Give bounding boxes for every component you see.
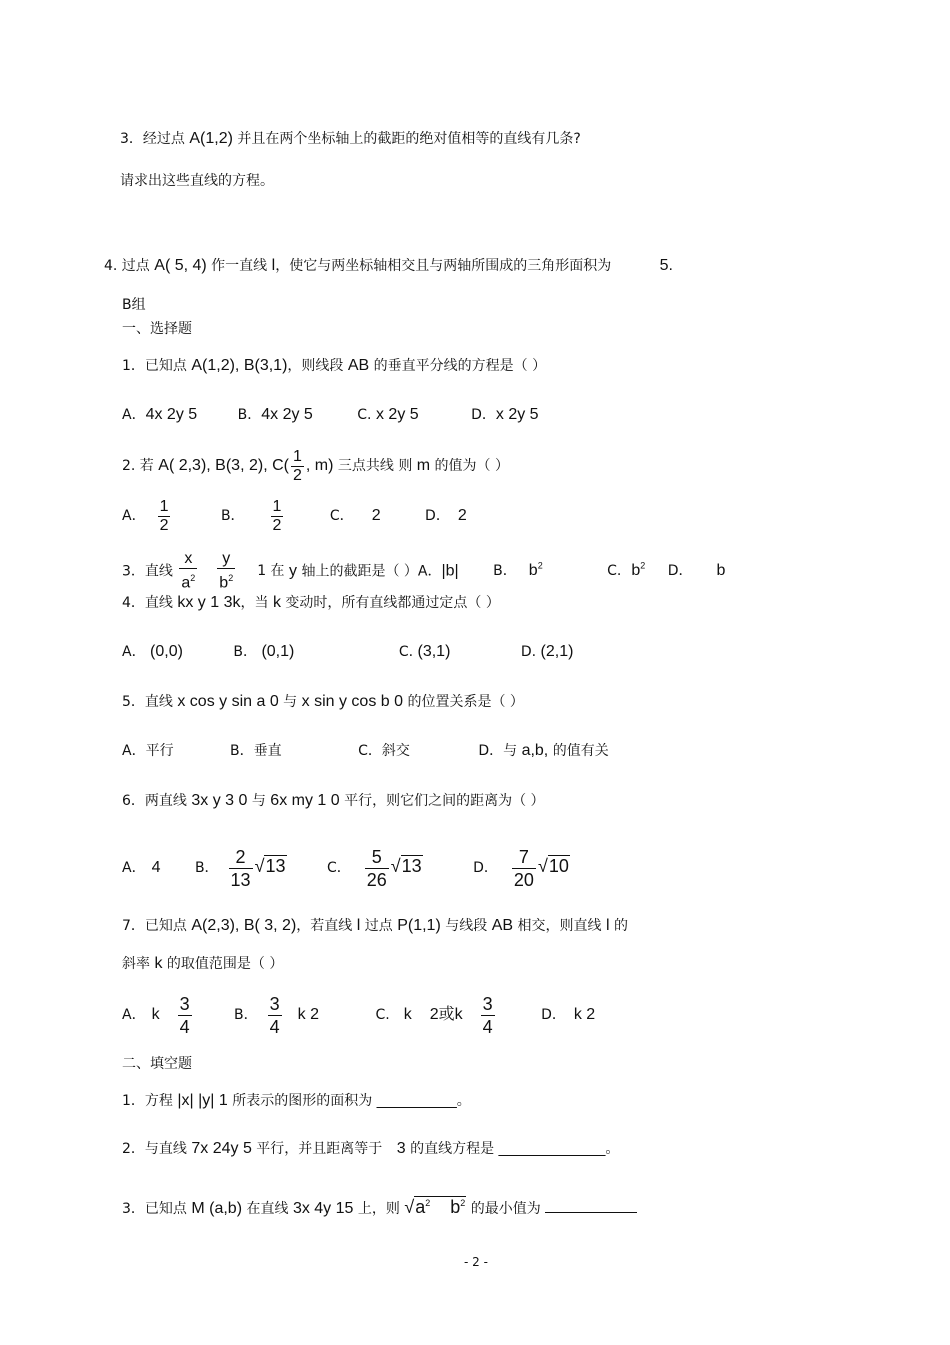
q3-d-label: D． [667, 563, 693, 580]
q4-b-label: B． [233, 644, 257, 660]
q5-mid: 与 [278, 694, 302, 710]
q5-options [122, 742, 609, 760]
q2-points: A( 2,3), B(3, 2), C( [158, 457, 289, 474]
q1-c-value: x 2y 5 [375, 406, 419, 423]
q1-a-value: 4x 2y 5 [145, 406, 198, 423]
q6-c-den: 26 [366, 869, 387, 890]
q5-stem [122, 693, 524, 711]
q2-text2: 的值为（ ） [430, 458, 510, 474]
f2-end: 。 [605, 1141, 620, 1157]
q2-b-num: 1 [272, 497, 282, 515]
q6-stem [122, 792, 545, 810]
q1-b-label: B． [237, 407, 262, 423]
q1-points: A(1,2), B(3,1) [191, 357, 288, 374]
q6-c-num: 5 [365, 846, 389, 869]
q6-b-rad: 13 [265, 856, 286, 876]
q7-mid: ，若直线 [296, 918, 357, 934]
f3-exp-a: 2 [425, 1198, 431, 1208]
q6-equation2: 6x my 1 0 [270, 792, 340, 809]
q4-c-label: C. [398, 644, 414, 660]
q4-text: 变动时，所有直线都通过定点（ ） [280, 595, 500, 611]
q4-c-value: (3,1) [417, 643, 451, 660]
q7-b-fraction [268, 993, 282, 1038]
q7-c-num: 3 [482, 993, 493, 1014]
part2-heading: 二、填空题 [122, 1056, 192, 1072]
a-q3-line1 [120, 130, 581, 148]
q7-options [122, 991, 595, 1039]
q7-c-fraction [481, 993, 495, 1038]
f1-equation: |x| |y| 1 [177, 1092, 228, 1109]
q2-a-fraction [158, 498, 171, 535]
q2-c-label: C． [329, 508, 354, 524]
a-q4-line-var: l [271, 257, 276, 274]
q3-y-axis: y [289, 562, 298, 580]
q6-d-sqrt: √10 [537, 856, 569, 876]
q7-end: 的 [609, 918, 628, 934]
q6-d-num: 7 [512, 846, 536, 869]
f2-blank[interactable]: ____________ [498, 1140, 606, 1157]
q1-segment: AB [347, 357, 370, 374]
q2-a-label: A． [122, 508, 146, 524]
q7-d-label: D． [541, 1007, 566, 1023]
q3-b-value [529, 562, 543, 579]
q7-a-fraction [178, 993, 192, 1038]
q4-d-value: (2,1) [540, 643, 574, 660]
q4-k: k [272, 594, 281, 611]
q4-a-value: (0,0) [150, 643, 183, 660]
q7-ab: AB [491, 917, 514, 934]
q3-b-exp: 2 [537, 561, 543, 571]
q3-stem [122, 544, 725, 593]
f3-exp-b: 2 [460, 1198, 466, 1208]
q2-m: m [416, 457, 431, 474]
q7-stem2 [122, 955, 283, 973]
q5-equation2: x sin y cos b 0 [301, 693, 404, 710]
q7-b-num: 3 [269, 993, 280, 1014]
q3-c-base: b [631, 562, 641, 580]
q5-b: B．垂直 [230, 743, 282, 759]
q2-fraction [291, 448, 304, 485]
q3-c-label: C. [607, 563, 622, 580]
q6-b-label: B． [194, 860, 219, 876]
f2-prefix: 2．与直线 [122, 1141, 192, 1157]
f3-rad-a: a [415, 1197, 426, 1217]
q1-text: 的垂直平分线的方程是（ ） [369, 358, 547, 374]
q6-c-sqrt: √13 [390, 856, 422, 876]
a-q4-mid: 作一直线 [206, 258, 272, 274]
q7-stem [122, 917, 628, 935]
q6-d-label: D． [473, 860, 498, 876]
q2-stem [122, 444, 509, 488]
q7-d-value: k 2 [573, 1006, 596, 1023]
q7-k: k [154, 955, 163, 972]
q3-b-label: B． [493, 563, 517, 580]
q7-points: A(2,3), B( 3, 2) [191, 917, 297, 934]
q1-b-value: 4x 2y 5 [261, 406, 313, 423]
a-q3-text: 并且在两个坐标轴上的截距的绝对值相等的直线有几条? [232, 131, 581, 147]
q4-stem [122, 594, 500, 612]
q3-b: b [219, 574, 229, 592]
q4-mid: ，当 [240, 595, 273, 611]
f3-prefix: 3．已知点 [122, 1201, 192, 1217]
q7-a-label: A． [122, 1007, 146, 1023]
q6-d-rad: 10 [548, 856, 569, 876]
q3-c-exp: 2 [640, 561, 646, 571]
q7-a-den: 4 [179, 1016, 190, 1037]
q1-prefix: 1．已知点 [122, 358, 192, 374]
q6-d-den: 20 [513, 869, 534, 890]
q3-x: x [179, 550, 197, 569]
q5-prefix: 5．直线 [122, 694, 178, 710]
q3-a-value: |b| [441, 562, 459, 580]
q2-b-label: B． [220, 508, 245, 524]
f3-text: 的最小值为 [466, 1201, 546, 1217]
q2-points-end: , m) [305, 457, 334, 474]
q7-l2: l [605, 917, 610, 934]
q6-b-fraction [229, 846, 253, 891]
q7-prefix: 7．已知点 [122, 918, 192, 934]
q6-b-den: 13 [230, 869, 251, 890]
q2-a-num: 1 [159, 497, 169, 515]
q6-equation1: 3x y 3 0 [191, 792, 248, 809]
f2-text: 的直线方程是 [405, 1141, 499, 1157]
q6-a-label: A． [122, 860, 146, 876]
q6-mid: 与 [247, 793, 271, 809]
q7-c-den: 4 [482, 1016, 493, 1037]
q1-stem [122, 357, 546, 375]
f1-text: 所表示的图形的面积为 [227, 1093, 377, 1109]
f1-prefix: 1．方程 [122, 1093, 178, 1109]
q5-text: 的位置关系是（ ） [403, 694, 524, 710]
q7-a-num: 3 [179, 993, 190, 1014]
q6-b-sqrt: √13 [254, 856, 286, 876]
a-q4-line [104, 257, 673, 275]
f3-stem [122, 1186, 637, 1226]
q3-frac-x [179, 550, 197, 592]
q1-d-label: D． [471, 407, 496, 423]
q6-prefix: 6．两直线 [122, 793, 192, 809]
q7-l: l [356, 917, 361, 934]
q7-c-k: k [403, 1006, 412, 1023]
q3-text2: 轴上的截距是（ ）A． [297, 563, 442, 580]
q2-b-fraction [271, 498, 284, 535]
q5-c: C．斜交 [358, 743, 410, 759]
q7-mid4: 相交，则直线 [513, 918, 606, 934]
a-q3-line2: 请求出这些直线的方程。 [120, 173, 274, 189]
a-q3-point: A(1,2) [189, 130, 233, 147]
q6-text: 平行，则它们之间的距离为（ ） [339, 793, 545, 809]
q1-a-label: A． [122, 407, 146, 423]
q3-d-value: b [716, 562, 726, 580]
q4-options [122, 643, 573, 661]
f3-blank[interactable] [545, 1212, 637, 1213]
q5-d-vars: a,b, [521, 742, 549, 759]
f2-mid: 平行，并且距离等于 [251, 1141, 387, 1157]
q5-d-text: 的值有关 [548, 743, 609, 759]
page-number: - 2 - [464, 1255, 488, 1269]
q7-b-rest: k 2 [297, 1006, 320, 1023]
q2-b-den: 2 [272, 516, 282, 534]
a-q3-prefix: 3．经过点 [120, 131, 190, 147]
q7-b-den: 4 [269, 1016, 280, 1037]
q7-p: P(1,1) [397, 917, 441, 934]
a-q4-value: 5. [659, 257, 673, 274]
q3-text: 1 在 [257, 563, 290, 580]
q7-a-k: k [151, 1006, 160, 1023]
q6-d-fraction [512, 846, 536, 891]
f3-mid2: 上，则 [353, 1201, 405, 1217]
f1-blank[interactable]: _________ [376, 1092, 457, 1109]
q2-d-value: 2 [457, 507, 467, 524]
q3-exp-b: 2 [228, 573, 234, 584]
group-b-heading: B组 [122, 297, 146, 313]
q7-c-label: C. [375, 1007, 390, 1023]
q6-b-num: 2 [229, 846, 253, 869]
q2-options [122, 494, 467, 538]
q2-d-label: D． [425, 508, 450, 524]
f3-rad-b: b [450, 1197, 461, 1217]
q3-y: y [217, 550, 235, 569]
q7-b-label: B． [234, 1007, 258, 1023]
f3-equation: 3x 4y 15 [292, 1200, 354, 1217]
q6-options [122, 840, 570, 894]
q4-b-value: (0,1) [261, 643, 295, 660]
q2-c-value: 2 [371, 507, 381, 524]
q5-a: A．平行 [122, 743, 174, 759]
f2-equation: 7x 24y 5 [191, 1140, 252, 1157]
q4-a-label: A． [122, 644, 146, 660]
f3-sqrt: $√a^2$ $b^2$ [404, 1197, 466, 1217]
q7-c-mid: 2或k [429, 1006, 463, 1023]
f3-mid: 在直线 [242, 1201, 293, 1217]
q2-a-den: 2 [159, 516, 169, 534]
q1-mid: ，则线段 [287, 358, 348, 374]
q5-equation1: x cos y sin a 0 [177, 693, 279, 710]
q2-prefix: 2. 若 [122, 458, 159, 474]
a-q4-prefix: 4. 过点 [104, 258, 155, 274]
q3-prefix: 3．直线 [122, 563, 178, 580]
q2-frac-den: 2 [292, 466, 302, 484]
f2-stem [122, 1140, 619, 1158]
q1-c-label: C. [357, 407, 372, 423]
q3-frac-y [217, 550, 235, 592]
q7-mid3: 与线段 [440, 918, 492, 934]
q6-c-label: C． [326, 860, 351, 876]
f1-end: 。 [456, 1093, 471, 1109]
q3-c-value [631, 562, 645, 579]
q7-mid2: 过点 [360, 918, 398, 934]
q4-d-label: D. [520, 644, 537, 660]
q3-a: a [181, 574, 191, 592]
q1-d-value: x 2y 5 [495, 406, 539, 423]
q6-c-rad: 13 [401, 856, 422, 876]
q4-prefix: 4．直线 [122, 595, 178, 611]
f2-value: 3 [396, 1140, 406, 1157]
q1-options [122, 406, 539, 424]
q3-exp-a: 2 [190, 573, 196, 584]
part1-heading: 一、选择题 [122, 321, 192, 337]
q7-l2-text: 的取值范围是（ ） [162, 956, 284, 972]
q2-text: 三点共线 则 [333, 458, 417, 474]
a-q4-text: ，使它与两坐标轴相交且与两轴所围成的三角形面积为 [275, 258, 612, 274]
q7-l2-prefix: 斜率 [122, 956, 155, 972]
q6-c-fraction [365, 846, 389, 891]
a-q4-point: A( 5, 4) [154, 257, 207, 274]
f1-stem [122, 1092, 471, 1110]
q4-equation: kx y 1 3k [177, 594, 241, 611]
f3-point: M (a,b) [191, 1200, 243, 1217]
q3-b-base: b [528, 562, 538, 580]
q6-a-value: 4 [151, 859, 161, 876]
q5-d-prefix: D．与 [478, 743, 522, 759]
q2-frac-num: 1 [292, 447, 302, 465]
